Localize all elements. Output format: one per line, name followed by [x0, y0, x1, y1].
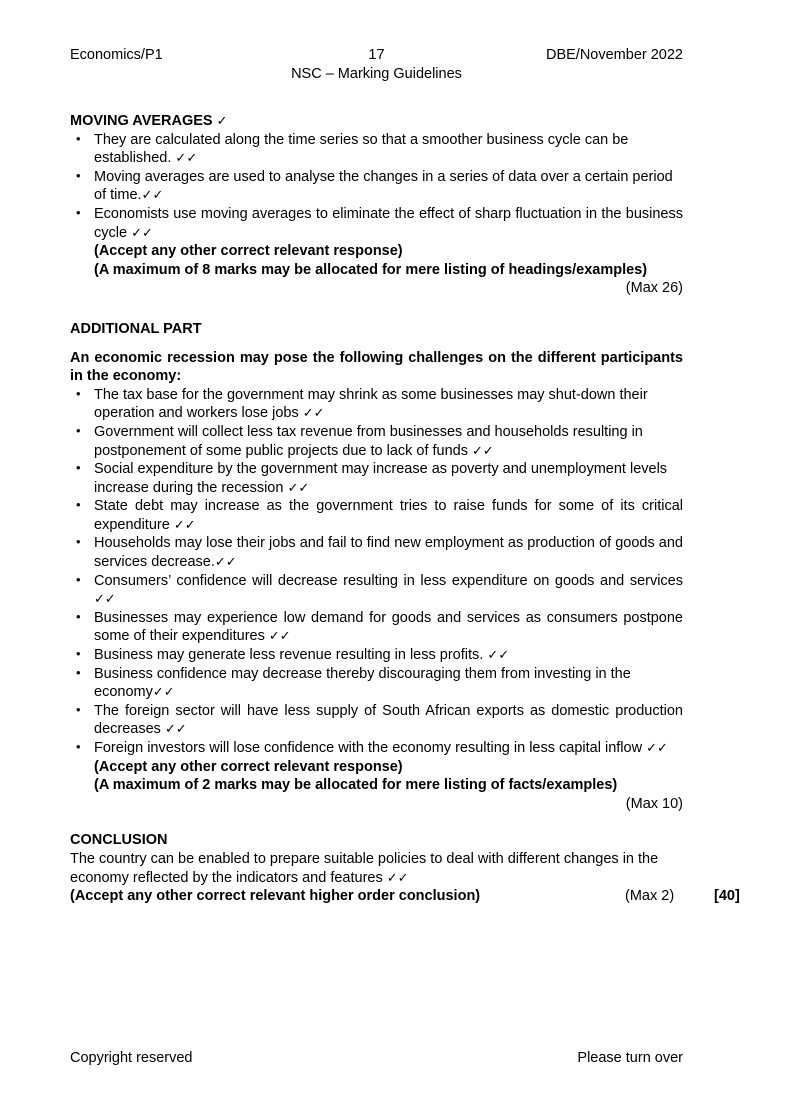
page-header	[70, 46, 683, 90]
list-item-text: Households may lose their jobs and fail to find new employment as production of goods and services decrease.	[94, 535, 683, 571]
tick-mark: ✓✓	[472, 442, 494, 458]
list-item-text: The tax base for the government may shrink as some businesses may shut-down their operation and workers lose jobs	[94, 386, 648, 422]
section-additional-part	[70, 320, 683, 813]
list-item	[70, 131, 683, 168]
section-heading: CONCLUSION	[70, 832, 168, 849]
section-spacer	[70, 298, 683, 320]
max-marks-label: (Max 26)	[625, 280, 683, 297]
list-item	[70, 665, 683, 702]
tick-mark: ✓	[216, 113, 228, 128]
list-item-text: Foreign investors will lose confidence with the economy resulting in less capital inflow	[94, 740, 643, 756]
list-item-text: The foreign sector will have less supply of South African exports as domestic production decreases	[94, 702, 683, 738]
header-subject: Economics/P1	[70, 47, 163, 63]
section-intro: An economic recession may pose the following challenges on the different participants in the economy:	[70, 349, 683, 385]
tick-mark: ✓✓	[152, 684, 175, 700]
list-item-text: Business confidence may decrease thereby discouraging them from investing in the economy	[94, 665, 631, 701]
conclusion-final-row	[70, 887, 740, 906]
header-row-2	[70, 65, 683, 84]
total-marks-label: [40]	[714, 888, 740, 905]
list-item	[70, 423, 683, 460]
header-exam-session: DBE/November 2022	[545, 47, 683, 63]
tick-mark: ✓✓	[646, 740, 668, 755]
tick-mark: ✓✓	[175, 150, 198, 166]
maximum-marks-note: (A maximum of 2 marks may be allocated for mere listing of facts/examples)	[94, 777, 618, 794]
list-item	[70, 534, 683, 571]
list-item	[70, 497, 683, 534]
max-marks-label: (Max 10)	[625, 795, 683, 812]
tick-mark: ✓✓	[268, 628, 291, 644]
list-item	[70, 572, 683, 609]
section-conclusion	[70, 831, 740, 905]
copyright-notice: Copyright reserved	[70, 1050, 193, 1066]
list-item	[70, 386, 683, 423]
list-item	[70, 205, 683, 242]
max-marks-label: (Max 2)	[625, 888, 675, 905]
list-item	[70, 168, 683, 205]
header-page-number: 17	[368, 47, 385, 63]
tick-mark: ✓✓	[302, 405, 325, 421]
list-item	[70, 460, 683, 497]
list-item-text: Social expenditure by the government may increase as poverty and unemployment levels increase during the recession	[94, 461, 668, 496]
bullet-list	[70, 131, 683, 243]
conclusion-body	[70, 850, 683, 887]
list-item-text: Economists use moving averages to eliminate the effect of sharp fluctuation in the business cycle	[94, 205, 683, 241]
header-document-title: NSC – Marking Guidelines	[291, 66, 462, 82]
tick-mark: ✓✓	[131, 224, 153, 240]
accept-note: (Accept any other correct relevant response)	[94, 758, 403, 775]
header-row-1	[70, 46, 683, 65]
page-footer	[70, 1049, 683, 1068]
list-item-text: They are calculated along the time series so that a smoother business cycle can be established.	[94, 131, 629, 167]
section-spacer	[70, 813, 683, 831]
section-heading	[70, 112, 683, 131]
maximum-marks-note	[70, 261, 683, 280]
section-heading: ADDITIONAL PART	[70, 320, 202, 337]
accept-note: (Accept any other correct relevant higher order conclusion)	[70, 888, 481, 905]
accept-note: (Accept any other correct relevant response)	[94, 243, 403, 260]
section-heading-text: MOVING AVERAGES	[70, 113, 213, 129]
tick-mark: ✓✓	[94, 591, 116, 607]
tick-mark: ✓✓	[214, 554, 237, 570]
tick-mark: ✓✓	[173, 516, 196, 532]
list-item-text: Government will collect less tax revenue from businesses and households resulting in postponement of some public projects due to lack of funds	[94, 423, 643, 459]
list-item	[70, 609, 683, 646]
heading-spacer	[70, 339, 683, 349]
list-item	[70, 702, 683, 739]
tick-mark: ✓✓	[141, 187, 164, 203]
list-item-text: Moving averages are used to analyse the changes in a series of data over a certain period of time.	[94, 168, 673, 204]
tick-mark: ✓✓	[287, 479, 310, 495]
maximum-marks-note-text: (A maximum of 8 marks may be allocated for mere listing of headings/examples)	[94, 261, 648, 278]
list-item	[70, 646, 683, 665]
section-moving-averages	[70, 112, 683, 298]
document-body	[70, 112, 740, 906]
tick-mark: ✓✓	[386, 869, 409, 885]
tick-mark: ✓✓	[487, 647, 510, 663]
list-item-text: State debt may increase as the government tries to raise funds for some of its critical expenditure	[94, 498, 683, 533]
bullet-list	[70, 386, 683, 758]
list-item-text: Business may generate less revenue resulting in less profits.	[94, 647, 484, 664]
list-item-text: Consumers’ confidence will decrease resulting in less expenditure on goods and services	[94, 572, 683, 589]
turn-over-notice: Please turn over	[577, 1050, 683, 1066]
tick-mark: ✓✓	[164, 721, 187, 737]
list-item-text: Businesses may experience low demand for goods and services as consumers postpone some of their expenditures	[94, 609, 683, 645]
conclusion-body-text: The country can be enabled to prepare suitable policies to deal with different changes in the economy reflected by the indicators and features	[70, 850, 659, 886]
list-item	[70, 739, 683, 758]
